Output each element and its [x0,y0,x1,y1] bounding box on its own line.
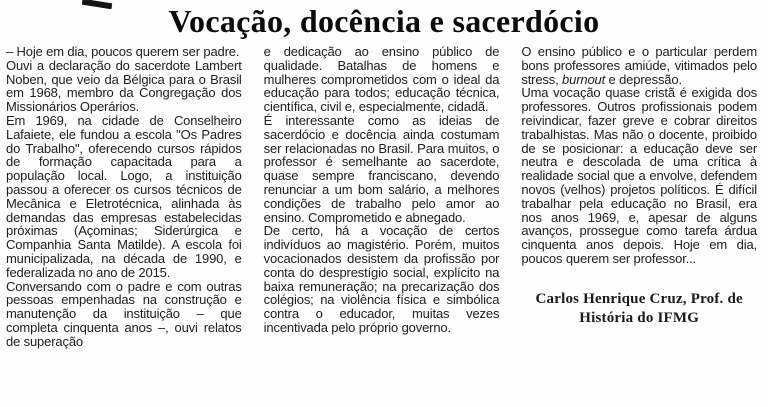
article-body [0,42,768,349]
article-paragraph: É interessante como as ideias de sacerdócio e docência ainda costumam ser relacionadas no Brasil. Para muitos, o professor é semelhante ao sacerdote, quase sempre franciscano, devendo renunciar a um bom salário, a melhores condições de trabalho pelo amor ao ensino. Comprometido e abnegado. [263,112,500,225]
column-2 [264,45,500,349]
article-paragraph: Ouvi a declaração do sacerdote Lambert Noben, que veio da Bélgica para o Brasil em 1968, membro da Congregação dos Missionários Operários. [6,57,242,115]
byline-author: Carlos Henrique Cruz, Prof. de [535,290,743,307]
article-paragraph: Conversando com o padre e com outras pessoas empenhadas na construção e manutenção da instituição – que completa cinquenta anos –, ouvi relatos de superação [6,278,242,349]
article-paragraph: Em 1969, na cidade de Conselheiro Lafaiete, ele fundou a escola "Os Padres do Trabalho", oferecendo cursos rápidos de formação capacitada para a população local. Logo, a instituição passou a oferecer os cursos técnicos de Mecânica e Eletrotécnica, alinhada às demandas das empresas estabelecidas próximas (Açominas; Siderúrgica e Companhia Santa Matilde). A escola foi municipalizada, na década de 1990, e federalizada no ano de 2015. [6,112,242,280]
article-paragraph: e dedicação ao ensino público de qualidade. Batalhas de homens e mulheres comprometidos com o ideal da educação para todos; educação técnica, científica, civil e, especialmente, cidadã. [263,44,500,115]
article-paragraph: Uma vocação quase cristã é exigida dos professores. Outros profissionais podem reivindicar, fazer greve e cobrar direitos trabalhistas. Mas não o docente, proibido de se posicionar: a educação deve ser neutra e descolada de uma crítica à realidade social que a envolve, defendem novos (velhos) projetos políticos. É difícil trabalhar pela educação no Brasil, era nos anos 1969, e, apesar de alguns avanços, prossegue como tarefa árdua cinquenta anos depois. Hoje em dia, poucos querem ser professor... [521,85,758,266]
byline-affiliation: História do IFMG [579,309,700,326]
column-1 [6,45,242,349]
byline [521,290,757,328]
column-1-text [6,45,242,349]
article-paragraph: – Hoje em dia, poucos querem ser padre. [6,44,240,59]
article-title: Vocação, docência e sacerdócio [168,3,600,39]
article-paragraph: O ensino público e o particular perdem bons professores amiúde, vitimados pelo stress, burnout e depressão. [521,44,758,87]
column-2-text [264,45,500,335]
article-paragraph: De certo, há a vocação de certos indivíduos ao magistério. Porém, muitos vocacionados desistem da profissão por conta do desprestígio social, explícito na baixa remuneração; na precarização dos colégios; na violência física e simbólica contra o educador, muitas vezes incentivada pelo próprio governo. [263,223,500,335]
column-3 [521,45,757,349]
column-3-text [521,45,757,266]
